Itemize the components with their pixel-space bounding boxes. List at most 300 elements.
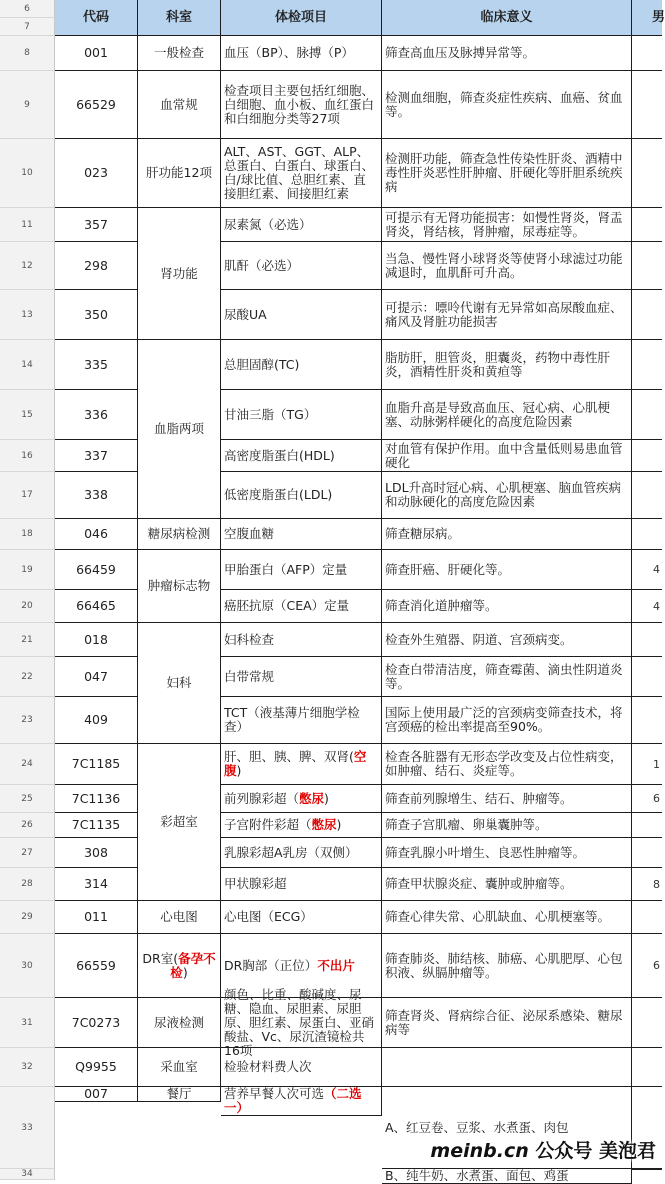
meaning-value: LDL升高时冠心病、心肌梗塞、脑血管疾病和动脉硬化的高度危险因素 <box>385 480 622 509</box>
row-number-label: 15 <box>21 409 33 420</box>
meaning-cell <box>382 813 632 838</box>
meaning-text <box>385 750 628 778</box>
item-cell <box>221 697 382 744</box>
item-value: 高密度脂蛋白(HDL) <box>224 447 335 463</box>
item-text <box>224 449 335 463</box>
item-warning: 不出片 <box>317 957 355 973</box>
code-value: 314 <box>84 876 108 891</box>
dept-value: 餐厅 <box>166 1086 192 1101</box>
edge-cell <box>632 71 662 139</box>
meaning-value: 当急、慢性肾小球肾炎等使肾小球滤过功能减退时，血肌酐可升高。 <box>385 250 623 280</box>
code-cell <box>55 1048 138 1087</box>
row-number-label: 25 <box>21 793 33 804</box>
edge-cell <box>632 440 662 472</box>
item-text <box>224 408 316 422</box>
edge-cell <box>632 519 662 550</box>
row-number <box>0 785 55 813</box>
edge-cell <box>632 36 662 71</box>
edge-cell <box>632 290 662 340</box>
dept-cell <box>138 744 221 901</box>
row-number <box>0 697 55 744</box>
code-cell <box>55 242 138 290</box>
item-cell <box>221 519 382 550</box>
item-value: 甲状腺彩超 <box>224 876 287 891</box>
meaning-cell <box>382 208 632 242</box>
item-warning: 憋尿 <box>311 817 337 832</box>
row-number <box>0 36 55 71</box>
dept-text <box>148 527 211 541</box>
item-cell <box>221 657 382 697</box>
meaning-cell <box>382 590 632 623</box>
item-cell <box>221 472 382 519</box>
meaning-value: 筛查子宫肌瘤、卵巢囊肿等。 <box>385 817 548 832</box>
column-header-edge <box>632 0 665 36</box>
code-text <box>72 818 121 832</box>
code-value: 409 <box>84 712 108 727</box>
row-number <box>0 18 55 36</box>
code-cell <box>55 71 138 139</box>
item-text <box>224 308 267 322</box>
item-text <box>224 1060 312 1074</box>
meaning-cell <box>382 139 632 208</box>
edge-cell <box>632 838 662 868</box>
meaning-cell <box>382 623 632 657</box>
edge-cell <box>632 868 662 901</box>
row-number-label: 8 <box>24 48 30 58</box>
meaning-text <box>385 910 610 924</box>
item-value: 营养早餐人次可选 <box>224 1086 325 1101</box>
meaning-value: 血脂升高是导致高血压、冠心病、心肌梗塞、动脉粥样硬化的高度危险因素 <box>385 399 611 429</box>
meaning-value: A、红豆卷、豆浆、水煮蛋、肉包 <box>385 1119 569 1135</box>
meaning-cell <box>382 657 632 697</box>
row-number <box>0 139 55 208</box>
watermark-text: 公众号 美泡君 <box>535 1140 656 1162</box>
item-text <box>224 706 378 734</box>
dept-value: 血常规 <box>160 96 198 112</box>
item-cell <box>221 623 382 657</box>
code-value: 298 <box>84 257 108 273</box>
code-text <box>84 408 108 422</box>
meaning-value: 检查外生殖器、阴道、宫颈病变。 <box>385 631 573 647</box>
meaning-cell <box>382 1169 632 1184</box>
code-value: 007 <box>84 1086 108 1101</box>
code-value: 047 <box>84 668 108 684</box>
row-number <box>0 71 55 139</box>
code-value: 046 <box>84 526 108 541</box>
dept-cell <box>138 208 221 340</box>
meaning-value: 筛查乳腺小叶增生、良恶性肿瘤等。 <box>385 844 586 860</box>
item-value: 癌胚抗原（CEA）定量 <box>224 598 350 613</box>
dept-text <box>154 1016 204 1030</box>
dept-cell <box>138 550 221 623</box>
item-warning: （二选一） <box>224 1086 362 1115</box>
item-text <box>224 670 274 684</box>
meaning-text <box>385 877 573 891</box>
meaning-value: 对血管有保护作用。血中含量低则易患血管硬化 <box>385 440 623 470</box>
edge-cell <box>632 697 662 744</box>
code-text <box>84 1087 108 1101</box>
edge-value: 4 <box>653 563 660 576</box>
dept-cell <box>138 36 221 71</box>
item-value: 血压（BP）、脉搏（P） <box>224 45 354 60</box>
row-number-label: 30 <box>21 960 33 971</box>
edge-cell <box>632 590 662 623</box>
meaning-text <box>385 633 573 647</box>
code-cell <box>55 1087 138 1102</box>
edge-cell <box>632 657 662 697</box>
meaning-value: 可提示有无肾功能损害：如慢性肾炎，肾盂肾炎，肾结核，肾肿瘤，尿毒症等。 <box>385 209 623 239</box>
column-header-item <box>221 0 382 36</box>
meaning-cell <box>382 390 632 440</box>
meaning-cell <box>382 697 632 744</box>
meaning-text <box>385 252 628 280</box>
meaning-cell <box>382 868 632 901</box>
column-header-label: 代码 <box>82 9 109 25</box>
code-cell <box>55 813 138 838</box>
item-cell <box>221 36 382 71</box>
dept-cell <box>138 998 221 1048</box>
code-value: 338 <box>84 487 108 502</box>
item-cell <box>221 340 382 390</box>
meaning-text <box>385 46 535 60</box>
code-cell <box>55 472 138 519</box>
item-value: 尿素氮（必选） <box>224 216 312 232</box>
code-cell <box>55 390 138 440</box>
edge-cell <box>632 242 662 290</box>
code-text <box>76 563 116 577</box>
row-number <box>0 0 55 18</box>
item-text <box>224 259 299 273</box>
code-text <box>84 259 108 273</box>
row-number-label: 6 <box>24 3 30 14</box>
item-cell <box>221 813 382 838</box>
code-cell <box>55 340 138 390</box>
row-number-label: 28 <box>21 879 33 889</box>
item-cell <box>221 838 382 868</box>
dept-text <box>166 676 191 690</box>
meaning-value: 检查白带清洁度，筛查霉菌、滴虫性阴道炎等。 <box>385 661 623 691</box>
code-cell <box>55 901 138 934</box>
item-text <box>224 563 347 577</box>
edge-cell <box>632 744 662 785</box>
item-cell <box>221 590 382 623</box>
item-cell <box>221 390 382 440</box>
code-value: 001 <box>84 45 108 60</box>
meaning-cell <box>382 340 632 390</box>
code-text <box>75 1060 117 1074</box>
edge-cell <box>632 901 662 934</box>
dept-cell <box>138 71 221 139</box>
item-value: DR胸部（正位） <box>224 957 318 973</box>
meaning-value: B、纯牛奶、水煮蛋、面包、鸡蛋 <box>385 1168 569 1183</box>
code-value: 66465 <box>76 598 116 613</box>
item-cell <box>221 139 382 208</box>
dept-value: 一般检查 <box>153 45 204 60</box>
item-value: 检验材料费人次 <box>224 1059 312 1074</box>
row-number-label: 19 <box>21 564 33 575</box>
item-value: 妇科检查 <box>224 631 275 647</box>
dept-cell <box>138 934 221 998</box>
dept-cell <box>138 519 221 550</box>
item-cell <box>221 242 382 290</box>
code-value: 66459 <box>76 561 116 577</box>
edge-cell <box>632 934 662 998</box>
meaning-text <box>385 818 548 832</box>
edge-cell <box>632 785 662 813</box>
item-text <box>224 218 312 232</box>
dept-cell <box>138 901 221 934</box>
row-number <box>0 744 55 785</box>
dept-cell <box>138 1087 221 1102</box>
code-value: 336 <box>84 406 108 422</box>
row-number <box>0 550 55 590</box>
meaning-value: 脂肪肝，胆管炎，胆囊炎，药物中毒性肝炎，酒精性肝炎和黄疸等 <box>385 349 611 379</box>
meaning-cell <box>382 1048 632 1087</box>
meaning-value: 筛查心律失常、心肌缺血、心肌梗塞等。 <box>385 909 611 924</box>
item-text <box>224 988 378 1058</box>
dept-text <box>154 422 204 436</box>
row-number-label: 22 <box>21 671 33 682</box>
item-warning: 空腹 <box>224 749 367 778</box>
meaning-text <box>385 1009 628 1037</box>
meaning-cell <box>382 901 632 934</box>
item-value: 肝、胆、胰、脾、双肾( <box>224 749 354 764</box>
code-text <box>72 757 121 771</box>
meaning-cell <box>382 290 632 340</box>
row-number <box>0 934 55 998</box>
dept-text <box>160 98 198 112</box>
code-cell <box>55 838 138 868</box>
code-cell <box>55 697 138 744</box>
code-text <box>76 959 116 973</box>
meaning-value: 筛查甲状腺炎症、囊肿或肿瘤等。 <box>385 876 573 891</box>
dept-text <box>148 579 211 593</box>
row-number-label: 10 <box>21 168 33 178</box>
item-suffix: ) <box>236 763 242 778</box>
item-value: 甘油三脂（TG） <box>224 406 317 422</box>
column-header-label: 临床意义 <box>480 9 533 25</box>
item-cell <box>221 550 382 590</box>
meaning-cell <box>382 36 632 71</box>
meaning-text <box>385 351 628 379</box>
meaning-cell <box>382 785 632 813</box>
meaning-cell <box>382 998 632 1048</box>
item-value: 肌酐（必选） <box>224 257 300 273</box>
code-value: Q9955 <box>75 1059 117 1074</box>
row-number <box>0 472 55 519</box>
row-number <box>0 208 55 242</box>
item-text <box>224 792 329 806</box>
row-number <box>0 440 55 472</box>
code-value: 308 <box>84 844 108 860</box>
dept-text <box>138 952 220 980</box>
row-number-label: 13 <box>21 309 33 320</box>
code-text <box>84 846 108 860</box>
dept-value: DR室( <box>142 950 179 966</box>
code-value: 337 <box>84 447 108 463</box>
code-text <box>72 1016 121 1030</box>
edge-cell <box>632 623 662 657</box>
row-number-label: 14 <box>21 359 33 370</box>
item-text <box>224 599 349 613</box>
code-value: 7C1185 <box>71 756 121 771</box>
code-value: 350 <box>84 306 108 322</box>
code-text <box>84 166 108 180</box>
meaning-text <box>385 481 628 509</box>
item-text <box>224 46 354 60</box>
row-number-label: 7 <box>24 21 30 32</box>
column-header-label: 科室 <box>165 9 192 25</box>
meaning-text <box>385 301 628 329</box>
row-number-label: 32 <box>21 1062 33 1072</box>
meaning-text <box>385 1169 569 1183</box>
item-text <box>224 877 287 891</box>
meaning-cell <box>382 519 632 550</box>
dept-cell <box>138 340 221 519</box>
row-number <box>0 590 55 623</box>
item-text <box>224 84 378 126</box>
meaning-cell <box>382 744 632 785</box>
item-text <box>224 846 358 860</box>
row-number <box>0 623 55 657</box>
item-cell <box>221 290 382 340</box>
code-cell <box>55 519 138 550</box>
row-number-label: 9 <box>24 99 30 110</box>
row-number <box>0 242 55 290</box>
dept-text <box>154 46 204 60</box>
row-number <box>0 868 55 901</box>
item-cell <box>221 1087 382 1116</box>
row-number-label: 20 <box>21 601 33 611</box>
edge-cell <box>632 1048 662 1087</box>
edge-cell <box>632 550 662 590</box>
code-cell <box>55 290 138 340</box>
row-number-label: 31 <box>21 1017 33 1028</box>
item-text <box>224 910 313 924</box>
row-number-label: 24 <box>21 759 33 769</box>
code-cell <box>55 208 138 242</box>
item-value: ALT、AST、GGT、ALP、总蛋白、白蛋白、球蛋白、白/球比值、总胆红素、直接胆红素、间接胆红素 <box>224 144 375 201</box>
code-text <box>84 488 108 502</box>
code-cell <box>55 590 138 623</box>
dept-cell <box>138 623 221 744</box>
meaning-value: 可提示：嘌呤代谢有无异常如高尿酸血症、痛风及肾脏功能损害 <box>385 299 623 329</box>
meaning-cell <box>382 71 632 139</box>
meaning-text <box>385 527 460 541</box>
code-cell <box>55 868 138 901</box>
code-text <box>84 877 108 891</box>
code-value: 7C1136 <box>71 790 121 806</box>
dept-value: 妇科 <box>166 675 192 690</box>
item-text <box>224 488 332 502</box>
edge-cell <box>632 1169 662 1170</box>
dept-text <box>160 815 198 829</box>
dept-suffix: ) <box>182 964 188 980</box>
meaning-text <box>385 706 628 734</box>
code-cell <box>55 623 138 657</box>
item-warning: 憋尿 <box>299 790 325 806</box>
code-text <box>84 218 108 232</box>
row-number-label: 12 <box>21 260 33 271</box>
code-text <box>76 599 116 613</box>
item-text <box>224 633 274 647</box>
row-number <box>0 290 55 340</box>
item-text <box>224 750 378 778</box>
edge-cell <box>632 998 662 1048</box>
meaning-text <box>385 792 573 806</box>
dept-value: 血脂两项 <box>153 421 204 436</box>
meaning-cell <box>382 440 632 472</box>
meaning-value: 筛查肝癌、肝硬化等。 <box>385 561 511 577</box>
code-value: 011 <box>84 909 108 924</box>
meaning-value: 筛查肾炎、肾病综合征、泌尿系感染、糖尿病等 <box>385 1007 623 1037</box>
code-cell <box>55 657 138 697</box>
row-number-label: 23 <box>21 715 33 725</box>
edge-value: 4 <box>653 599 660 613</box>
item-cell <box>221 1048 382 1087</box>
code-value: 023 <box>84 165 108 180</box>
watermark <box>430 1136 656 1163</box>
meaning-cell <box>382 934 632 998</box>
meaning-text <box>385 599 498 613</box>
item-suffix: ) <box>336 817 342 832</box>
item-value: 心电图（ECG） <box>224 909 313 924</box>
dept-text <box>160 1060 198 1074</box>
dept-value: 彩超室 <box>160 814 198 829</box>
meaning-value: 检测肝功能，筛查急性传染性肝炎、酒精中毒性肝炎恶性肝肿瘤、肝硬化等肝胆系统疾病 <box>385 151 623 194</box>
dept-value: 尿液检测 <box>153 1014 204 1030</box>
code-text <box>84 527 108 541</box>
edge-value: 1 <box>653 757 660 771</box>
code-text <box>76 98 116 112</box>
meaning-text <box>385 442 628 470</box>
dept-value: 糖尿病检测 <box>147 526 211 541</box>
code-text <box>84 308 108 322</box>
item-value: 检查项目主要包括红细胞、白细胞、血小板、血红蛋白和白细胞分类等27项 <box>224 82 375 126</box>
meaning-cell <box>382 242 632 290</box>
meaning-value: 筛查糖尿病。 <box>385 526 461 541</box>
row-number-label: 29 <box>21 912 33 922</box>
row-number-label: 34 <box>21 1169 33 1179</box>
meaning-text <box>385 152 628 194</box>
meaning-value: 筛查前列腺增生、结石、肿瘤等。 <box>385 790 573 806</box>
code-cell <box>55 550 138 590</box>
code-cell <box>55 998 138 1048</box>
dept-value: 采血室 <box>160 1059 198 1074</box>
column-header-dept <box>138 0 221 36</box>
item-cell <box>221 868 382 901</box>
row-number <box>0 998 55 1048</box>
code-text <box>84 358 108 372</box>
edge-cell <box>632 340 662 390</box>
edge-cell <box>632 139 662 208</box>
row-number <box>0 1048 55 1087</box>
dept-text <box>146 166 212 180</box>
edge-value: 6 <box>653 959 660 972</box>
edge-cell <box>632 208 662 242</box>
row-number-label: 27 <box>21 847 33 858</box>
item-cell <box>221 785 382 813</box>
dept-cell <box>138 139 221 208</box>
row-number <box>0 340 55 390</box>
row-number <box>0 390 55 440</box>
row-number-label: 18 <box>21 529 33 539</box>
row-number-label: 17 <box>21 490 33 500</box>
item-text <box>224 358 299 372</box>
code-value: 66529 <box>76 96 116 112</box>
dept-text <box>166 1087 191 1101</box>
edge-value: 6 <box>653 792 660 805</box>
